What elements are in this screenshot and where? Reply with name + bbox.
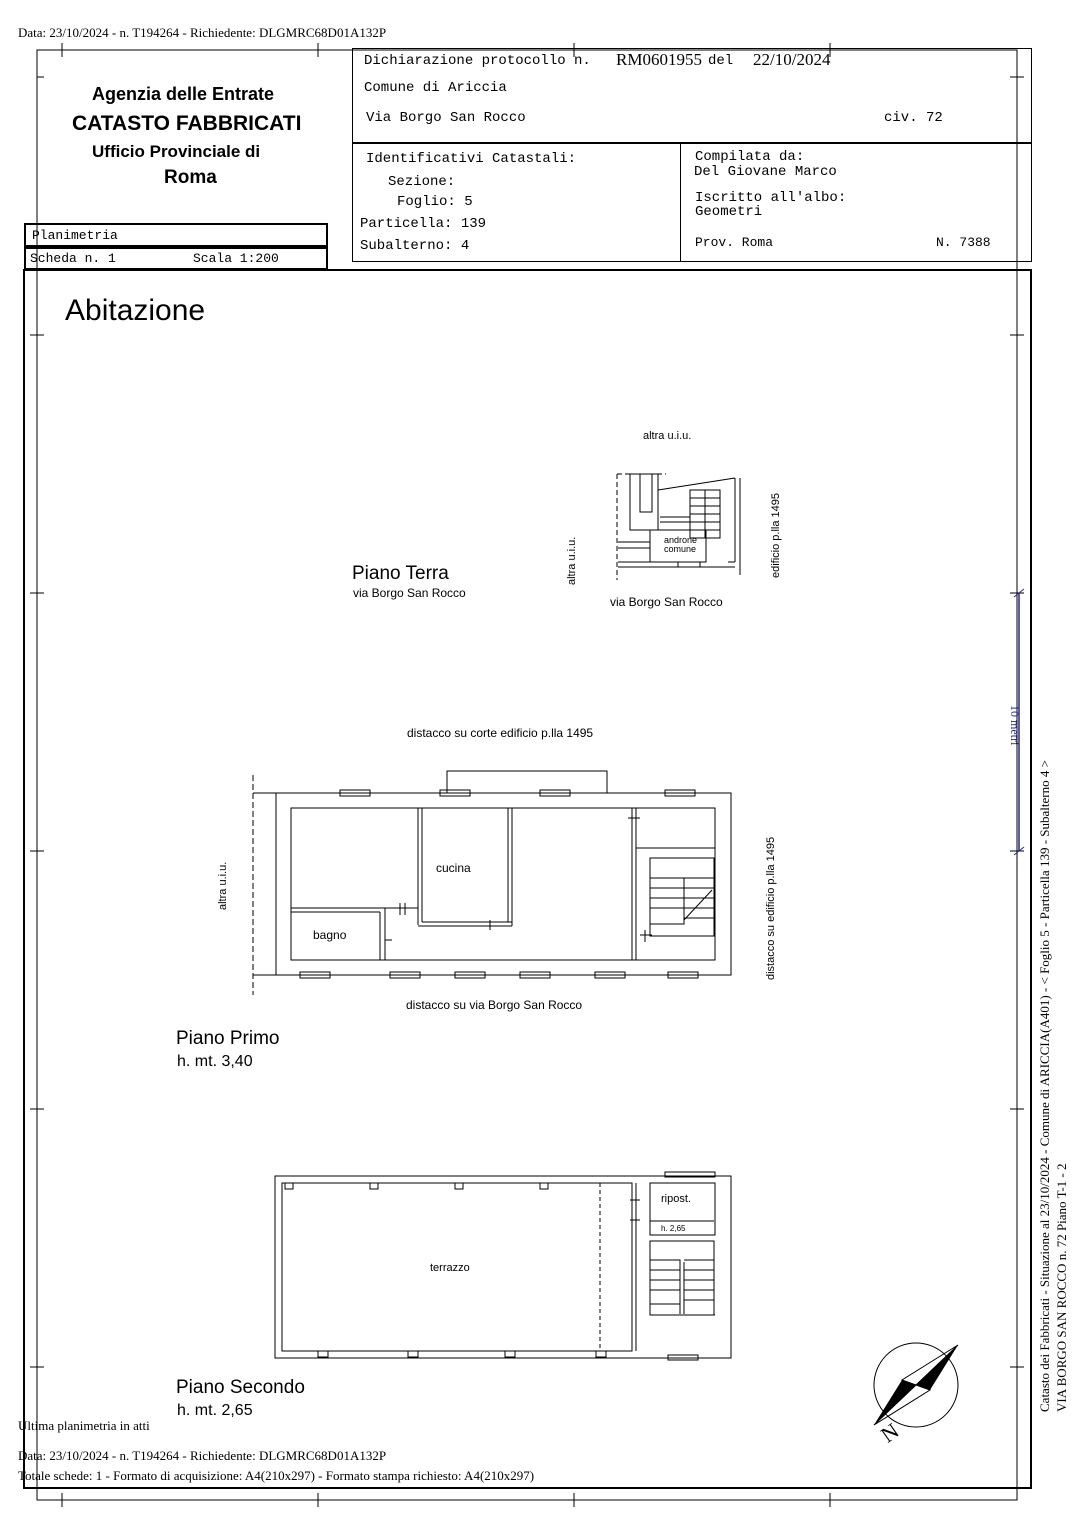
primo-bagno: bagno xyxy=(313,928,347,942)
primo-cucina: cucina xyxy=(436,861,471,875)
footer-totale: Totale schede: 1 - Formato di acquisizione: A4(210x297) - Formato stampa richiesto: A4(210x297) xyxy=(18,1468,535,1483)
protocol-prefix: Dichiarazione protocollo n. xyxy=(364,53,591,69)
terra-edificio: edificio p.lla 1495 xyxy=(770,492,782,578)
secondo-ripost: ripost. xyxy=(661,1193,691,1205)
agency-line4: Roma xyxy=(164,167,217,188)
ident-subalterno: Subalterno: 4 xyxy=(360,238,470,254)
terra-altra-top: altra u.i.u. xyxy=(643,430,692,442)
ident-title: Identificativi Catastali: xyxy=(366,151,577,167)
agency-line1: Agenzia delle Entrate xyxy=(92,84,275,104)
ident-sezione: Sezione: xyxy=(388,174,456,190)
primo-distacco-top: distacco su corte edificio p.lla 1495 xyxy=(407,726,594,740)
iscritto-label: Iscritto all'albo: xyxy=(695,190,847,206)
scheda-label: Scheda n. 1 xyxy=(30,251,116,266)
compilata-name: Del Giovane Marco xyxy=(694,164,837,180)
north-label: N xyxy=(876,1417,904,1448)
primo-distacco-right: distacco su edificio p.lla 1495 xyxy=(765,836,777,980)
secondo-terrazzo: terrazzo xyxy=(430,1262,470,1274)
terra-title: Piano Terra xyxy=(352,563,449,584)
protocol-date: 22/10/2024 xyxy=(753,50,831,69)
footer-ultima: Ultima planimetria in atti xyxy=(18,1418,150,1433)
terra-altra-left: altra u.i.u. xyxy=(566,536,578,585)
scala-label: Scala 1:200 xyxy=(193,251,279,266)
ident-foglio: Foglio: 5 xyxy=(397,194,473,210)
top-meta: Data: 23/10/2024 - n. T194264 - Richiedente: DLGMRC68D01A132P xyxy=(18,25,387,40)
side-text-line2: VIA BORGO SAN ROCCO n. 72 Piano T-1 - 2 xyxy=(1054,1163,1069,1412)
protocol-number: RM0601955 xyxy=(616,50,702,69)
albo-value: Geometri xyxy=(695,204,763,220)
terra-androne1: androne xyxy=(664,535,698,545)
protocol-del: del xyxy=(708,53,734,69)
civ-label: civ. 72 xyxy=(884,110,943,126)
terra-via: via Borgo San Rocco xyxy=(610,595,723,609)
terra-subtitle: via Borgo San Rocco xyxy=(353,586,466,600)
primo-height: h. mt. 3,40 xyxy=(177,1053,253,1070)
primo-title: Piano Primo xyxy=(176,1028,280,1049)
primo-distacco-bottom: distacco su via Borgo San Rocco xyxy=(406,998,583,1012)
plan-title: Abitazione xyxy=(65,294,206,327)
numero-label: N. 7388 xyxy=(936,235,991,250)
terra-androne2: comune xyxy=(664,544,697,554)
via-label: Via Borgo San Rocco xyxy=(366,110,526,126)
planimetria-label: Planimetria xyxy=(32,228,118,243)
secondo-title: Piano Secondo xyxy=(176,1377,305,1398)
prov-label: Prov. Roma xyxy=(695,235,774,250)
ident-particella: Particella: 139 xyxy=(360,216,487,232)
comune-label: Comune di Ariccia xyxy=(364,80,507,96)
primo-altra-left: altra u.i.u. xyxy=(217,861,229,910)
footer-meta: Data: 23/10/2024 - n. T194264 - Richiedente: DLGMRC68D01A132P xyxy=(18,1448,387,1463)
agency-line3: Ufficio Provinciale di xyxy=(92,142,261,161)
secondo-height: h. mt. 2,65 xyxy=(177,1402,253,1419)
secondo-ripost-h: h. 2,65 xyxy=(661,1224,686,1233)
side-text-line1: Catasto dei Fabbricati - Situazione al 23/10/2024 - Comune di ARICCIA(A401) - < Foglio 5 - Particella 139 - Subalterno 4 > xyxy=(1037,760,1052,1412)
scale-bar-label: 10 metri xyxy=(1008,705,1022,746)
compilata-title: Compilata da: xyxy=(695,149,805,165)
agency-line2: CATASTO FABBRICATI xyxy=(72,112,302,135)
